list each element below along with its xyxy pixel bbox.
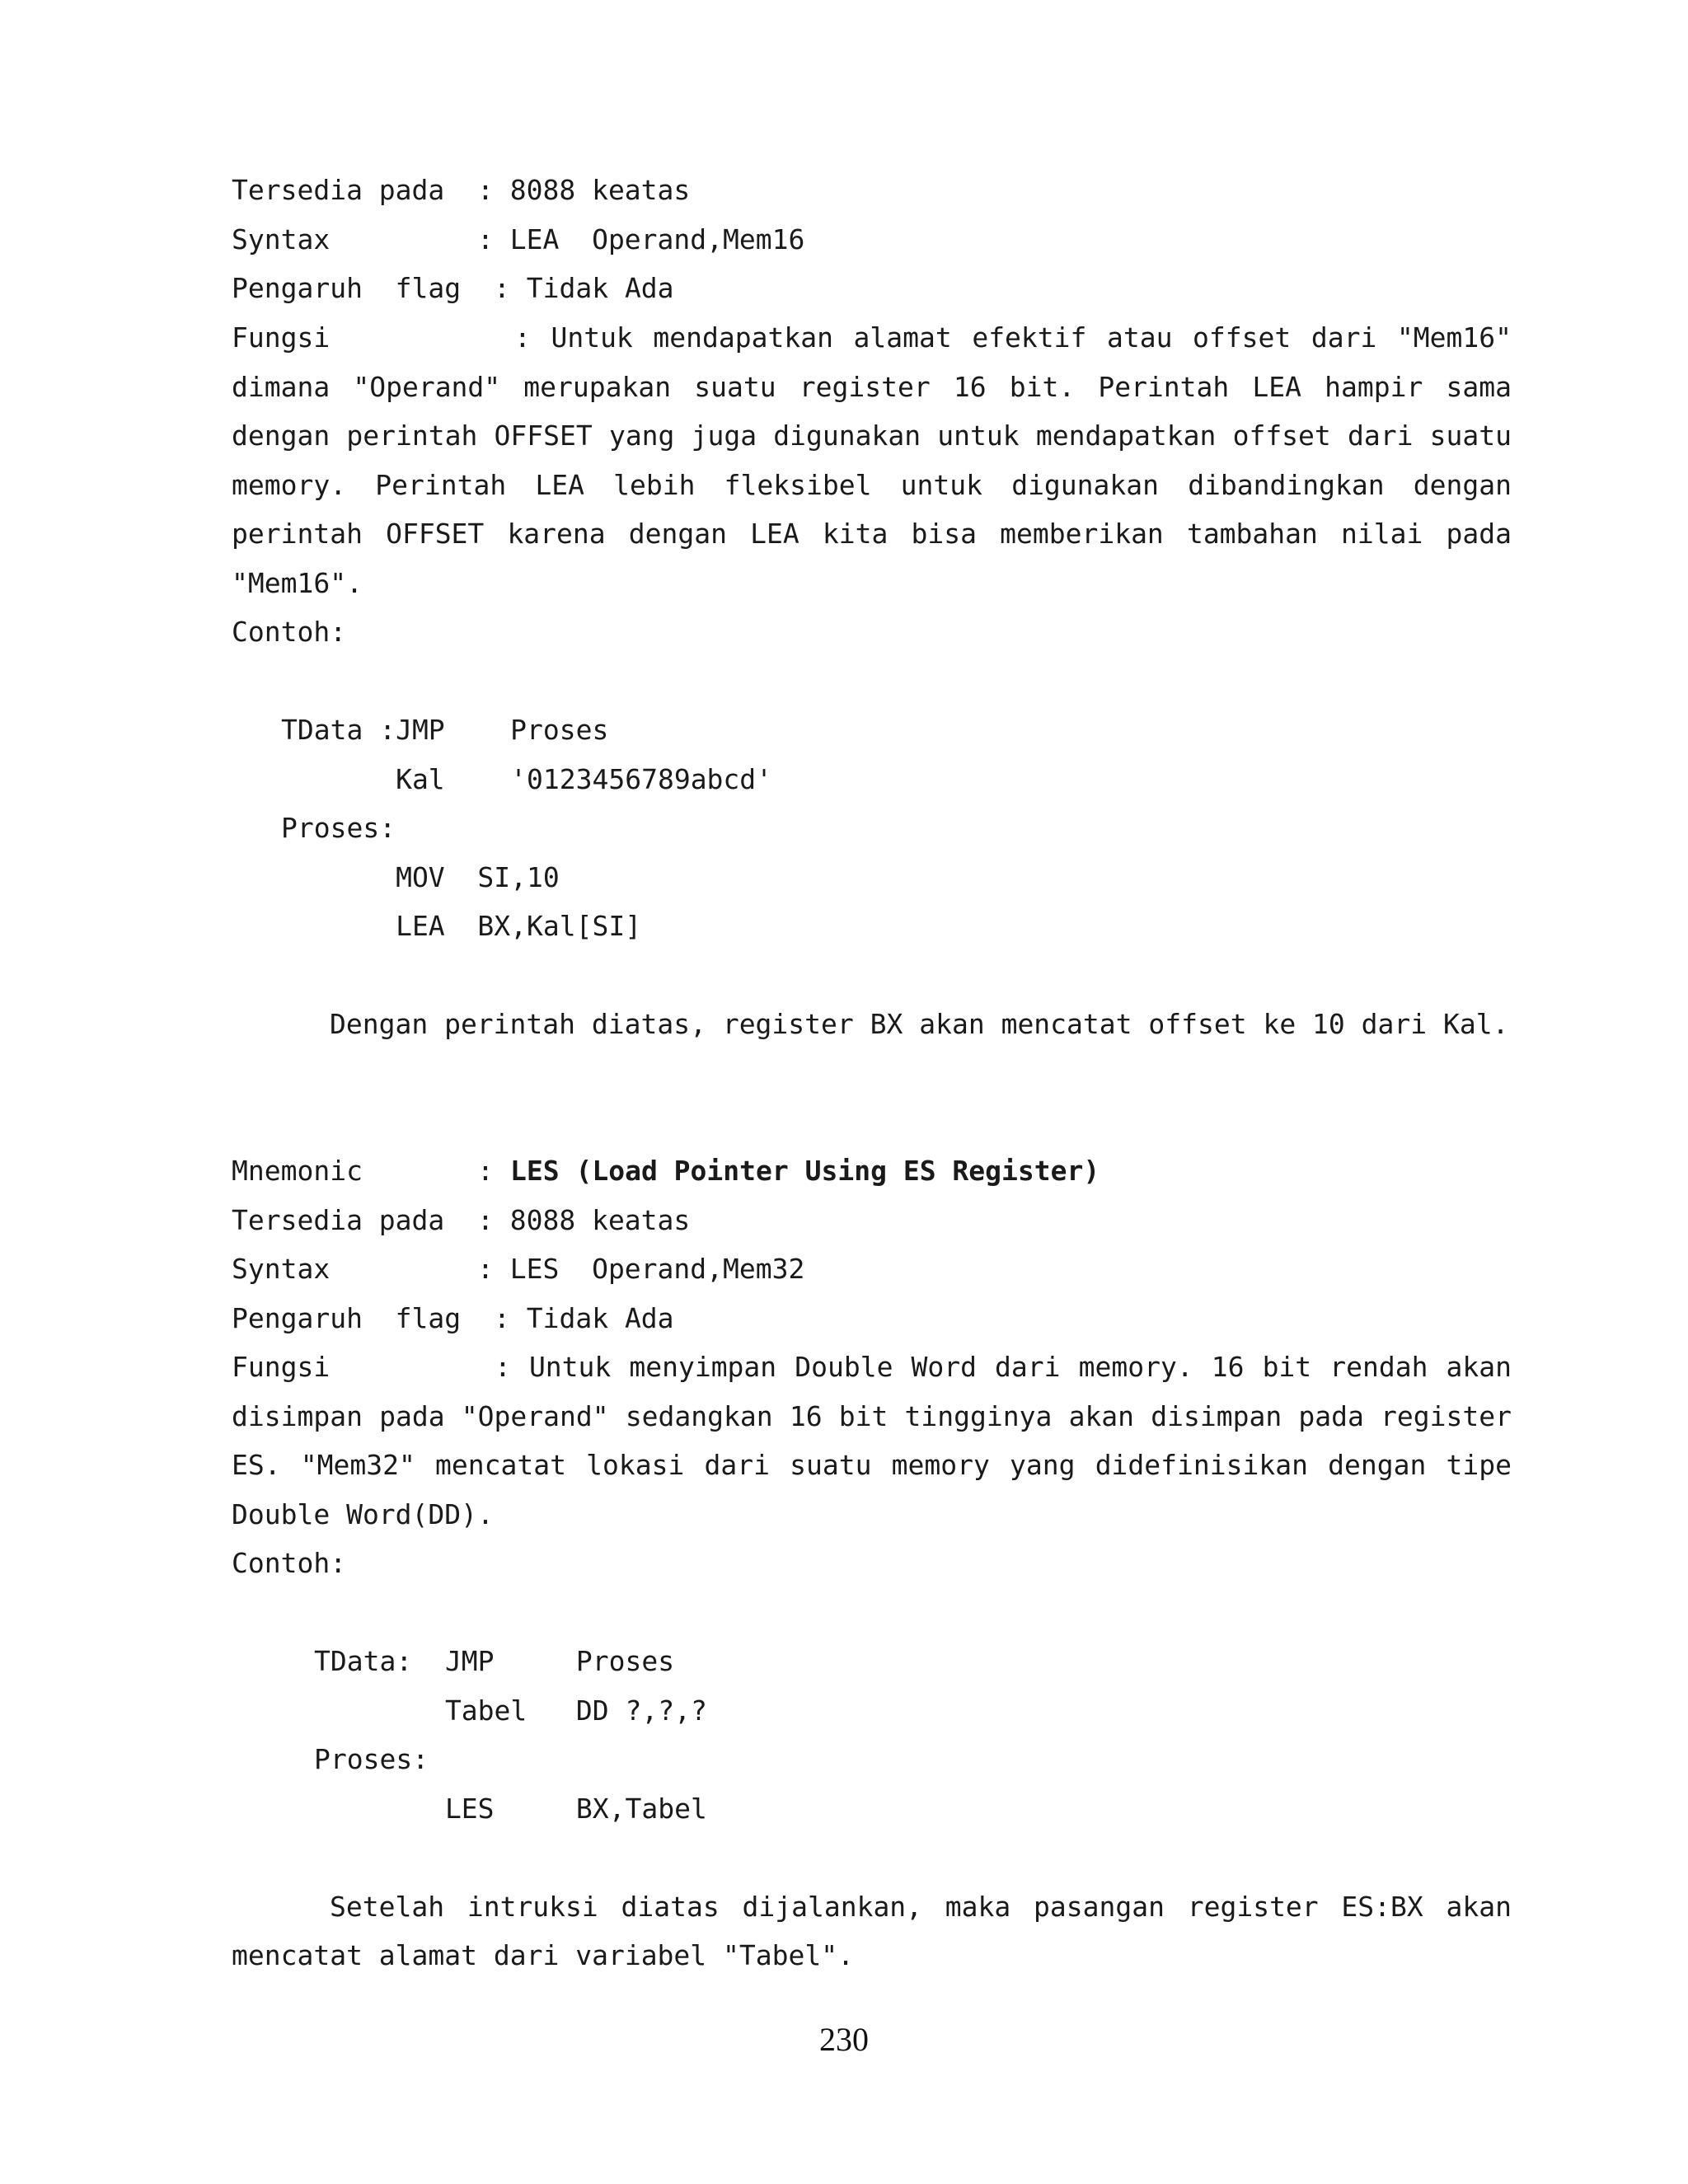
les-code-line: TData: JMP Proses [314, 1645, 675, 1677]
les-flag-value: : Tidak Ada [494, 1302, 674, 1334]
lea-code-line: Kal '0123456789abcd' [281, 763, 773, 795]
les-flag-label: Pengaruh flag [232, 1302, 462, 1334]
lea-availability-value: : 8088 keatas [477, 174, 691, 206]
lea-function-line: : Untuk mendapatkan alamat efektif atau offset dari "Mem16" [514, 321, 1512, 354]
lea-flag-label: Pengaruh flag [232, 272, 462, 304]
les-code-line: Proses: [314, 1743, 429, 1775]
lea-function-line: "Mem16". [232, 567, 363, 599]
lea-code-line: Proses: [281, 812, 396, 844]
les-availability-label: Tersedia pada [232, 1204, 445, 1236]
les-syntax-label: Syntax [232, 1253, 331, 1285]
lea-example-label: Contoh: [232, 616, 347, 648]
lea-code-line: MOV SI,10 [281, 861, 560, 893]
lea-availability-label: Tersedia pada [232, 174, 445, 206]
lea-function-label: Fungsi [232, 321, 331, 354]
lea-syntax-value: : LEA Operand,Mem16 [477, 223, 805, 255]
les-code-line: Tabel DD ?,?,? [314, 1694, 707, 1727]
lea-function-line: perintah OFFSET karena dengan LEA kita bisa memberikan tambahan nilai pada [232, 518, 1512, 550]
lea-function-line: dimana "Operand" merupakan suatu register 16 bit. Perintah LEA hampir sama [232, 371, 1512, 403]
lea-flag-value: : Tidak Ada [494, 272, 674, 304]
lea-note: Dengan perintah diatas, register BX akan mencatat offset ke 10 dari Kal. [330, 1008, 1509, 1040]
les-availability-value: : 8088 keatas [477, 1204, 691, 1236]
les-note-line: mencatat alamat dari variabel "Tabel". [232, 1939, 854, 1971]
lea-function-line: dengan perintah OFFSET yang juga digunakan untuk mendapatkan offset dari suatu [232, 419, 1512, 452]
les-note-line: Setelah intruksi diatas dijalankan, maka pasangan register ES:BX akan [330, 1891, 1512, 1923]
lea-code-line: TData :JMP Proses [281, 714, 609, 746]
les-example-label: Contoh: [232, 1547, 347, 1579]
les-function-line: disimpan pada "Operand" sedangkan 16 bit tingginya akan disimpan pada register [232, 1400, 1512, 1432]
les-mnemonic-prefix: : [477, 1155, 510, 1187]
lea-code-line: LEA BX,Kal[SI] [281, 910, 642, 942]
les-function-line: : Untuk menyimpan Double Word dari memory. 16 bit rendah akan [495, 1351, 1512, 1383]
les-function-line: ES. "Mem32" mencatat lokasi dari suatu memory yang didefinisikan dengan tipe [232, 1449, 1512, 1481]
lea-syntax-label: Syntax [232, 223, 331, 255]
les-function-label: Fungsi [232, 1351, 331, 1383]
les-mnemonic-value: LES (Load Pointer Using ES Register) [510, 1155, 1100, 1187]
les-mnemonic-label: Mnemonic [232, 1155, 363, 1187]
les-function-line: Double Word(DD). [232, 1498, 494, 1530]
lea-function-line: memory. Perintah LEA lebih fleksibel untuk digunakan dibandingkan dengan [232, 469, 1512, 501]
les-code-line: LES BX,Tabel [314, 1793, 707, 1825]
page-number: 230 [819, 2021, 869, 2058]
les-syntax-value: : LES Operand,Mem32 [477, 1253, 805, 1285]
